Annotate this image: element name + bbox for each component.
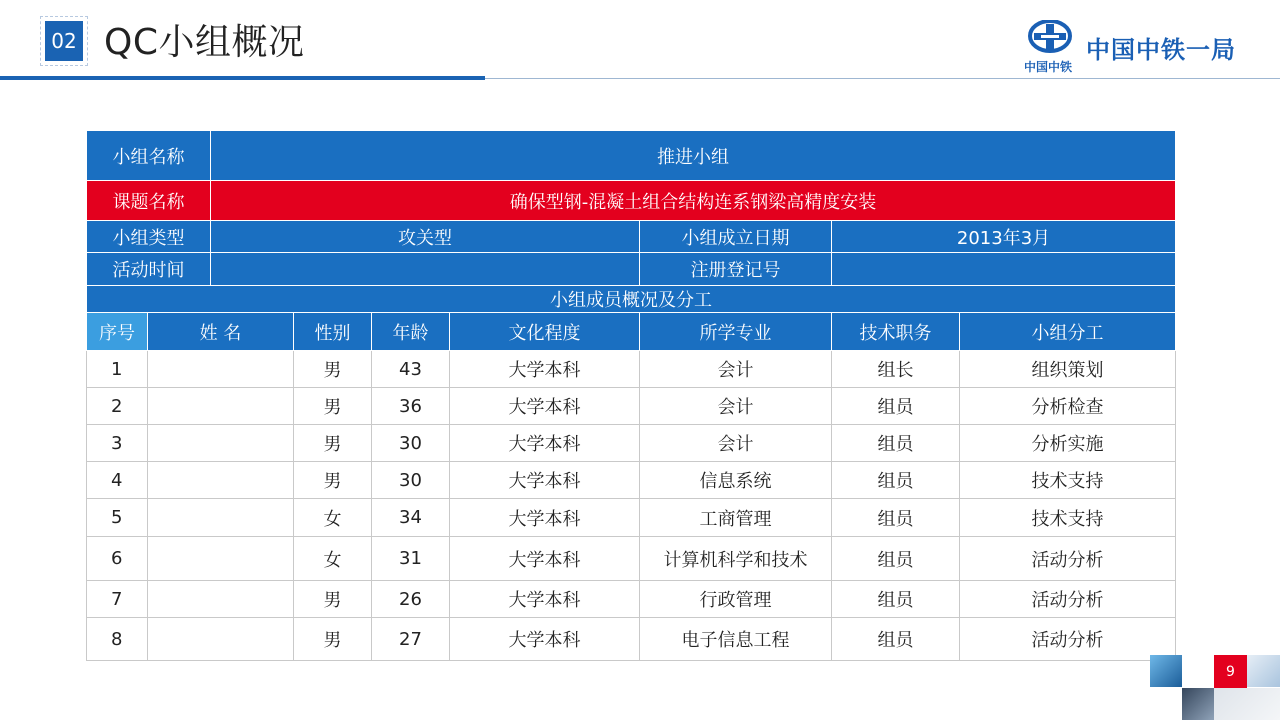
decor-image xyxy=(1150,655,1182,687)
member-age: 26 xyxy=(372,581,450,618)
member-major: 电子信息工程 xyxy=(640,618,832,661)
member-name xyxy=(148,537,294,581)
header-divider-thin xyxy=(485,78,1280,79)
table-row xyxy=(87,462,1176,499)
group-name-value: 推进小组 xyxy=(211,131,1176,181)
member-title: 组员 xyxy=(832,388,960,425)
decor-image xyxy=(1247,655,1280,687)
member-sex: 男 xyxy=(294,462,372,499)
member-role: 组织策划 xyxy=(960,351,1176,388)
logo-company-name: 中国中铁一局 xyxy=(1086,36,1236,64)
member-title: 组员 xyxy=(832,581,960,618)
founded-label: 小组成立日期 xyxy=(640,221,832,253)
member-role: 活动分析 xyxy=(960,618,1176,661)
member-sex: 男 xyxy=(294,581,372,618)
member-age: 27 xyxy=(372,618,450,661)
topic-label: 课题名称 xyxy=(87,181,211,221)
table-row xyxy=(87,425,1176,462)
header-divider-thick xyxy=(0,76,485,80)
decor-image xyxy=(1214,688,1280,720)
member-age: 31 xyxy=(372,537,450,581)
col-header-index: 序号 xyxy=(87,313,148,351)
member-age: 30 xyxy=(372,462,450,499)
table-row xyxy=(87,537,1176,581)
member-name xyxy=(148,388,294,425)
member-role: 分析检查 xyxy=(960,388,1176,425)
member-role: 分析实施 xyxy=(960,425,1176,462)
member-sex: 女 xyxy=(294,499,372,537)
member-major: 会计 xyxy=(640,425,832,462)
member-education: 大学本科 xyxy=(450,388,640,425)
founded-value: 2013年3月 xyxy=(832,221,1176,253)
member-major: 工商管理 xyxy=(640,499,832,537)
member-name xyxy=(148,499,294,537)
activity-row xyxy=(87,253,1176,286)
member-index: 1 xyxy=(87,351,148,388)
member-rows xyxy=(87,351,1176,661)
topic-value: 确保型钢-混凝土组合结构连系钢梁高精度安装 xyxy=(211,181,1176,221)
page-number: 9 xyxy=(1214,655,1247,688)
type-label: 小组类型 xyxy=(87,221,211,253)
member-index: 2 xyxy=(87,388,148,425)
member-sex: 女 xyxy=(294,537,372,581)
member-index: 6 xyxy=(87,537,148,581)
page-title: QC小组概况 xyxy=(104,22,305,63)
member-title: 组员 xyxy=(832,425,960,462)
member-education: 大学本科 xyxy=(450,462,640,499)
table-row xyxy=(87,388,1176,425)
member-name xyxy=(148,351,294,388)
col-header-title: 技术职务 xyxy=(832,313,960,351)
member-major: 信息系统 xyxy=(640,462,832,499)
col-header-education: 文化程度 xyxy=(450,313,640,351)
type-value: 攻关型 xyxy=(211,221,640,253)
member-major: 会计 xyxy=(640,351,832,388)
column-header-row xyxy=(87,313,1176,351)
registration-value xyxy=(832,253,1176,286)
decor-image xyxy=(1182,688,1214,720)
member-title: 组长 xyxy=(832,351,960,388)
group-name-row xyxy=(87,131,1176,181)
type-row xyxy=(87,221,1176,253)
member-index: 8 xyxy=(87,618,148,661)
member-major: 计算机科学和技术 xyxy=(640,537,832,581)
member-education: 大学本科 xyxy=(450,499,640,537)
member-age: 34 xyxy=(372,499,450,537)
member-title: 组员 xyxy=(832,462,960,499)
member-role: 活动分析 xyxy=(960,581,1176,618)
members-title: 小组成员概况及分工 xyxy=(87,286,1176,313)
member-title: 组员 xyxy=(832,618,960,661)
members-title-row xyxy=(87,286,1176,313)
member-sex: 男 xyxy=(294,618,372,661)
table-row xyxy=(87,351,1176,388)
member-name xyxy=(148,581,294,618)
company-logo xyxy=(1024,18,1264,78)
table-row xyxy=(87,499,1176,537)
member-index: 5 xyxy=(87,499,148,537)
member-age: 43 xyxy=(372,351,450,388)
member-sex: 男 xyxy=(294,425,372,462)
member-name xyxy=(148,618,294,661)
activity-label: 活动时间 xyxy=(87,253,211,286)
member-education: 大学本科 xyxy=(450,537,640,581)
col-header-role: 小组分工 xyxy=(960,313,1176,351)
registration-label: 注册登记号 xyxy=(640,253,832,286)
group-name-label: 小组名称 xyxy=(87,131,211,181)
member-role: 技术支持 xyxy=(960,462,1176,499)
section-number: 02 xyxy=(45,21,83,61)
member-role: 技术支持 xyxy=(960,499,1176,537)
member-index: 3 xyxy=(87,425,148,462)
col-header-name: 姓 名 xyxy=(148,313,294,351)
member-education: 大学本科 xyxy=(450,581,640,618)
member-education: 大学本科 xyxy=(450,351,640,388)
member-index: 4 xyxy=(87,462,148,499)
col-header-sex: 性别 xyxy=(294,313,372,351)
member-title: 组员 xyxy=(832,499,960,537)
activity-value xyxy=(211,253,640,286)
col-header-major: 所学专业 xyxy=(640,313,832,351)
member-major: 会计 xyxy=(640,388,832,425)
member-education: 大学本科 xyxy=(450,618,640,661)
topic-row xyxy=(87,181,1176,221)
logo-subtext: 中国中铁 xyxy=(1024,60,1073,74)
member-name xyxy=(148,462,294,499)
member-name xyxy=(148,425,294,462)
member-role: 活动分析 xyxy=(960,537,1176,581)
member-sex: 男 xyxy=(294,388,372,425)
member-major: 行政管理 xyxy=(640,581,832,618)
table-row xyxy=(87,581,1176,618)
section-number-box xyxy=(40,16,88,66)
qc-group-table xyxy=(86,130,1175,661)
member-index: 7 xyxy=(87,581,148,618)
member-title: 组员 xyxy=(832,537,960,581)
member-age: 30 xyxy=(372,425,450,462)
member-age: 36 xyxy=(372,388,450,425)
col-header-age: 年龄 xyxy=(372,313,450,351)
crec-emblem-icon xyxy=(1028,20,1072,56)
member-sex: 男 xyxy=(294,351,372,388)
member-education: 大学本科 xyxy=(450,425,640,462)
table-row xyxy=(87,618,1176,661)
